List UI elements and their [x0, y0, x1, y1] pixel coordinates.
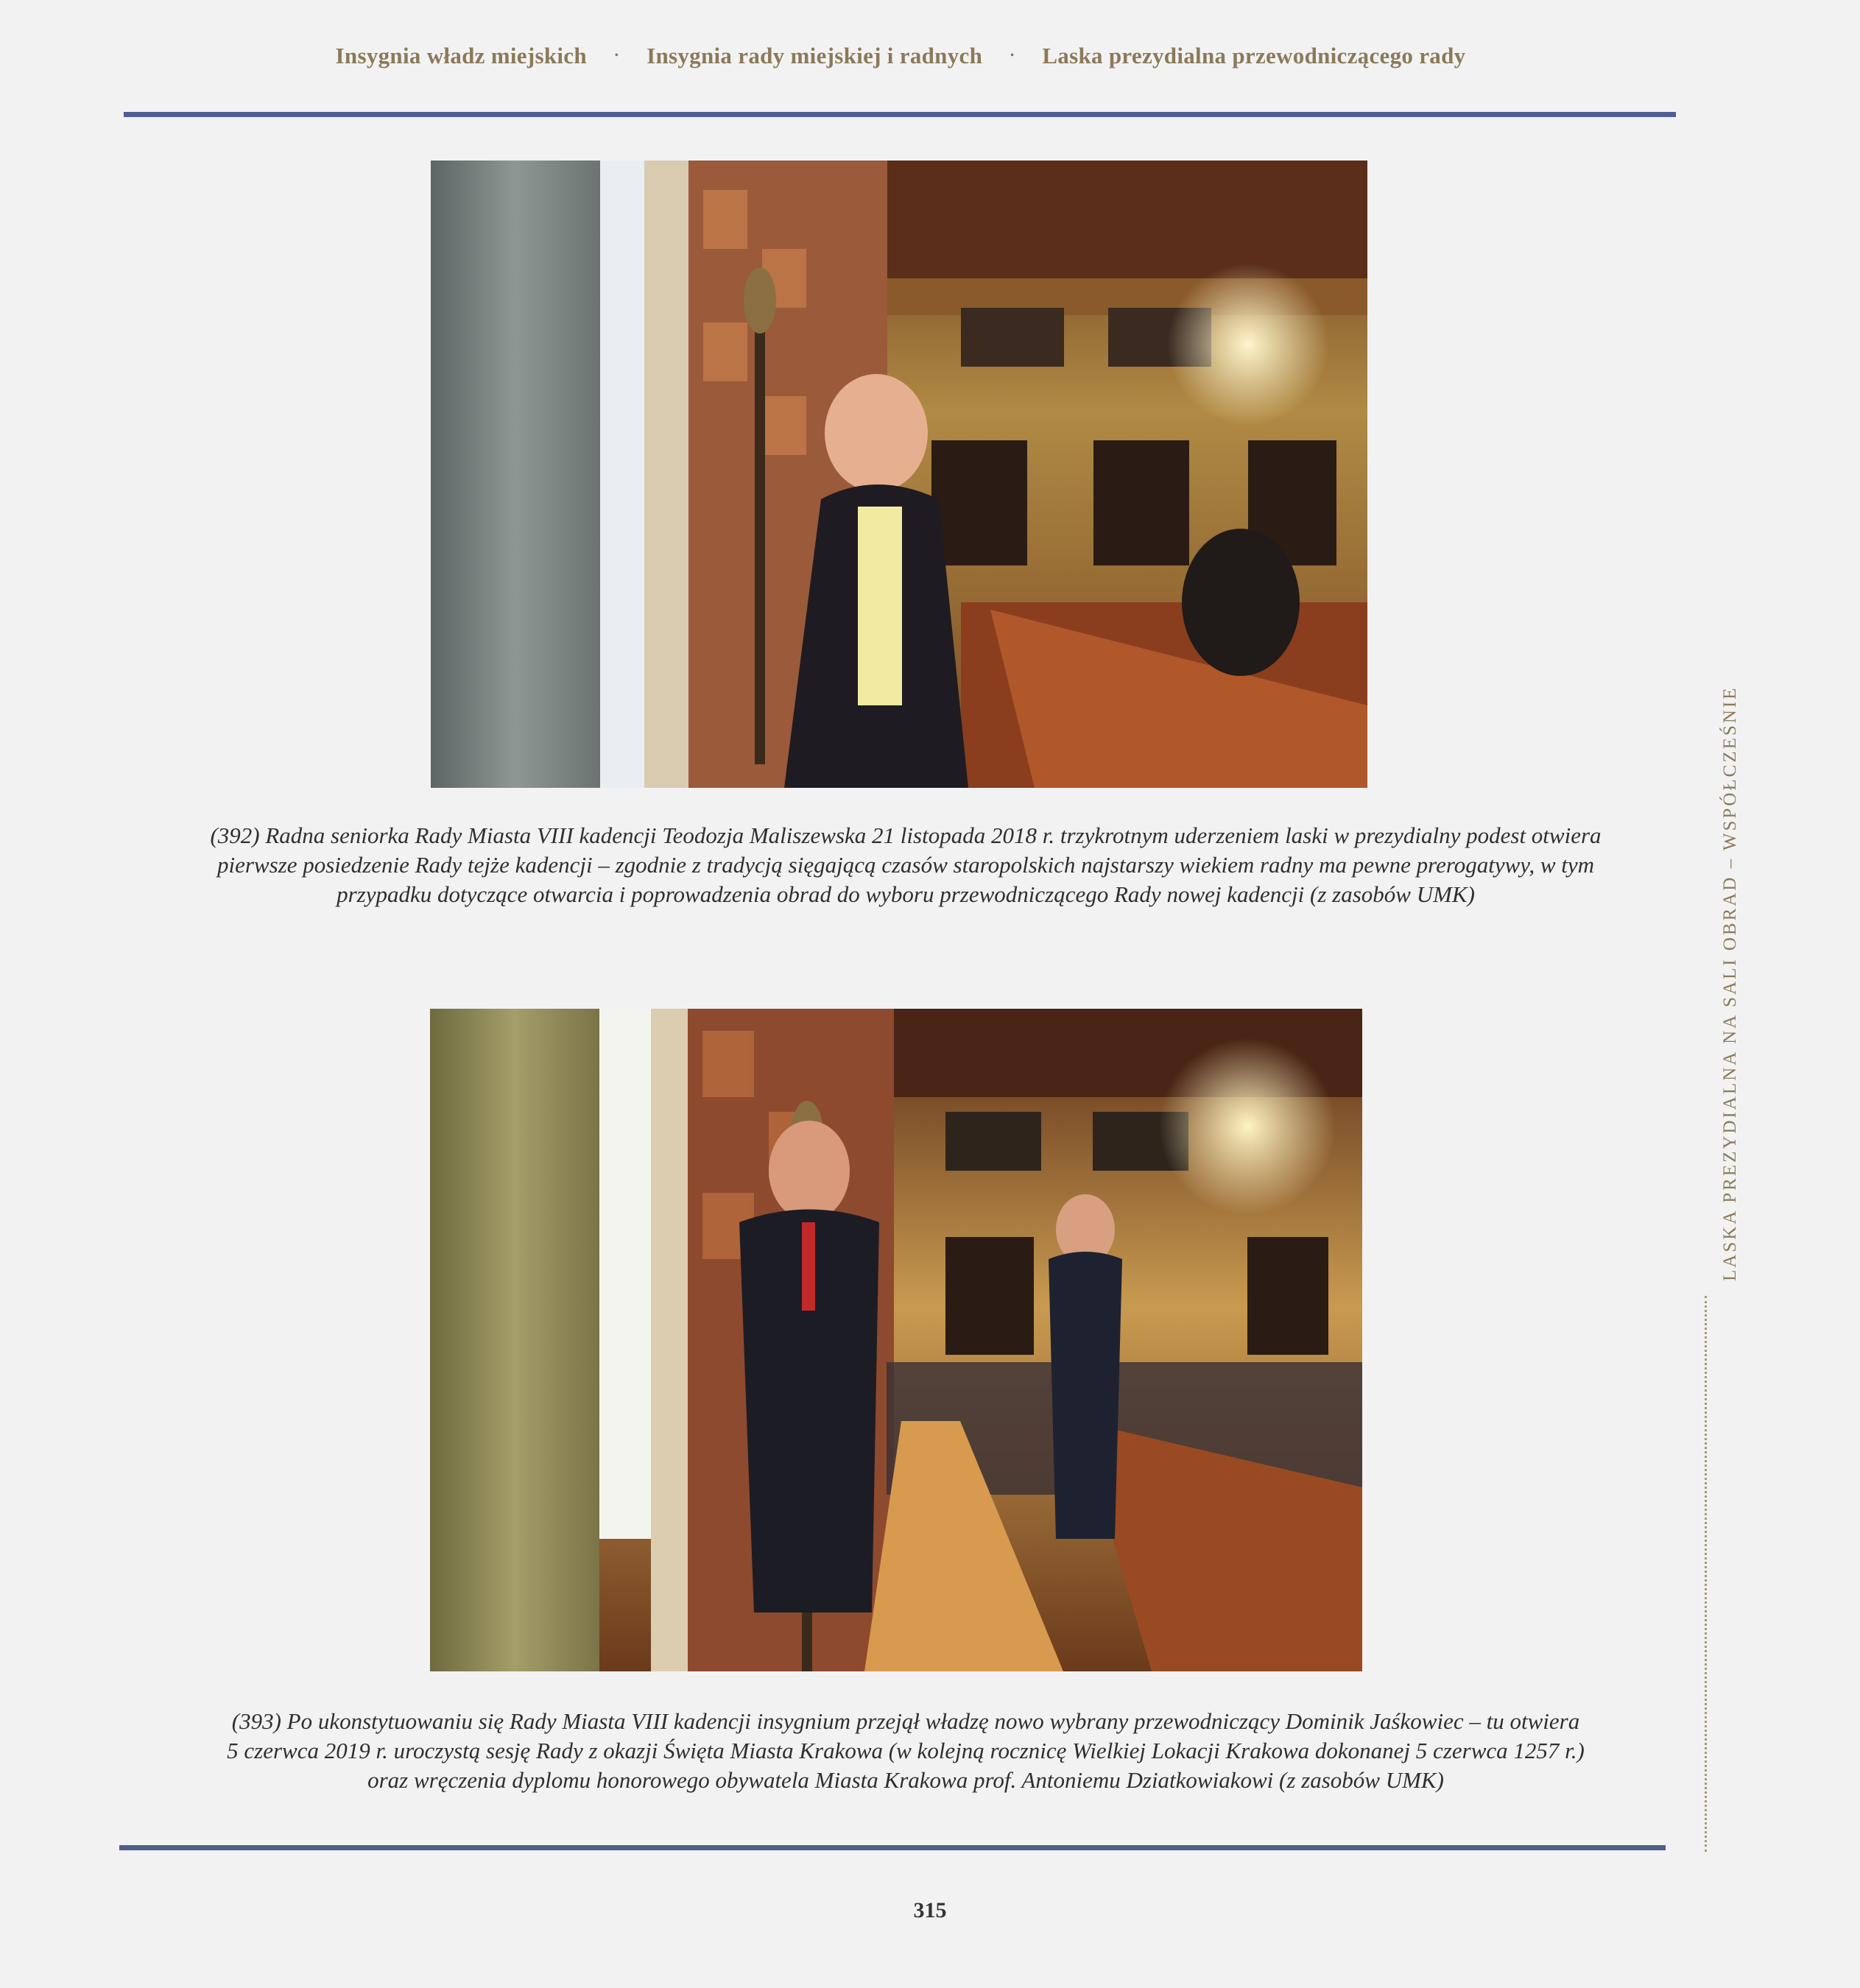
caption-line: 5 czerwca 2019 r. uroczystą sesję Rady z okazji Święta Miasta Krakowa (w kolejną rocznicę Wielkiej Lokacji Krakowa dokonanej 5 czerwca 1257 r.) — [227, 1738, 1585, 1763]
caption-line: (392) Radna seniorka Rady Miasta VIII kadencji Teodozja Maliszewska 21 listopada 2018 r. trzykrotnym uderzeniem laski w prezydialny podest otwiera — [210, 822, 1602, 848]
caption-line: przypadku dotyczące otwarcia i poprowadzenia obrad do wyboru przewodniczącego Rady nowej kadencji (z zasobów UMK) — [337, 881, 1475, 907]
running-header — [125, 43, 1676, 69]
photo-393 — [430, 1009, 1362, 1671]
header-separator-1: • — [614, 50, 619, 61]
caption-392 — [118, 821, 1694, 909]
bottom-rule — [119, 1845, 1666, 1850]
side-dotted-line-lower — [1705, 1296, 1707, 1852]
header-item-2: Insygnia rady miejskiej i radnych — [647, 43, 983, 68]
side-section-title: LASKA PREZYDIALNA NA SALI OBRAD – WSPÓŁCZEŚNIE — [1720, 685, 1740, 1281]
header-item-1: Insygnia władz miejskich — [335, 43, 587, 68]
caption-393 — [118, 1707, 1694, 1795]
caption-line: oraz wręczenia dyplomu honorowego obywatela Miasta Krakowa prof. Antoniemu Dziatkowiakowi (z zasobów UMK) — [367, 1767, 1444, 1793]
caption-line: pierwsze posiedzenie Rady tejże kadencji – zgodnie z tradycją sięgającą czasów staropolskich najstarszy wiekiem radny ma pewne prerogatywy, w tym — [216, 852, 1595, 878]
page-number: 315 — [913, 1898, 947, 1922]
photo-392 — [431, 161, 1367, 788]
top-rule — [124, 112, 1676, 117]
header-separator-2: • — [1010, 50, 1015, 61]
caption-line: (393) Po ukonstytuowaniu się Rady Miasta VIII kadencji insygnium przejął władzę nowo wybrany przewodniczący Dominik Jaśkowiec – tu otwiera — [231, 1708, 1580, 1734]
header-item-3: Laska prezydialna przewodniczącego rady — [1042, 43, 1466, 68]
